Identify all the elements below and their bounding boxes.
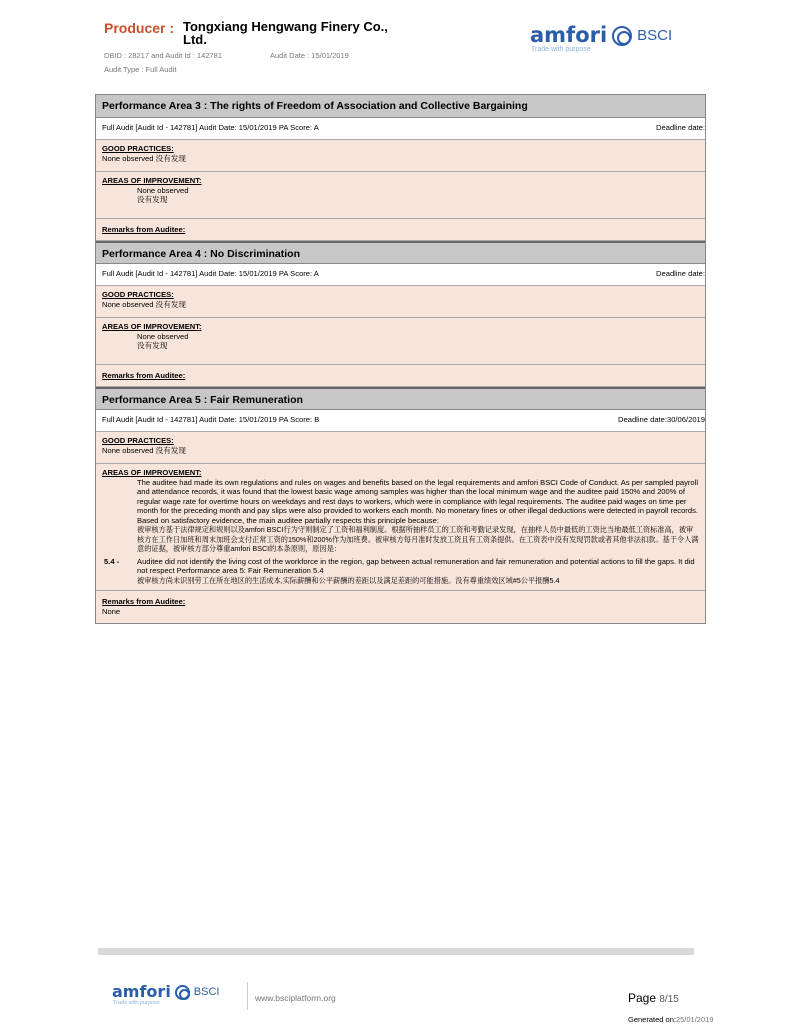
logo-word: amfori bbox=[530, 23, 608, 47]
improvement-text-cn: 没有发现 bbox=[137, 341, 168, 350]
pa3-deadline: Deadline date: bbox=[656, 123, 705, 132]
footer-logo bbox=[112, 983, 219, 1006]
pa3-remarks bbox=[96, 219, 705, 241]
footer-url[interactable]: www.bsciplatform.org bbox=[255, 993, 336, 1003]
pa5-good-practices bbox=[96, 432, 705, 464]
pa4-areas-of-improvement bbox=[96, 318, 705, 365]
pa4-deadline: Deadline date: bbox=[656, 269, 705, 278]
good-practices-heading: GOOD PRACTICES: bbox=[102, 290, 174, 299]
pa5-areas-of-improvement bbox=[96, 464, 705, 591]
finding-number: 5.4 - bbox=[104, 556, 120, 566]
audit-type-text: Audit Type : Full Audit bbox=[104, 65, 177, 74]
generated-on bbox=[628, 1015, 714, 1024]
pa3-good-practices bbox=[96, 140, 705, 172]
audit-meta bbox=[104, 51, 349, 60]
header-logo bbox=[530, 24, 672, 53]
pa4-audit-line bbox=[96, 264, 705, 286]
logo-tag: Trade with purpose bbox=[531, 46, 591, 53]
pa3-title: Performance Area 3 : The rights of Freedom of Association and Collective Bargaining bbox=[96, 95, 705, 118]
amfori-rings-icon bbox=[175, 985, 190, 1000]
pa5-audit-line bbox=[96, 410, 705, 432]
pa4-good-practices bbox=[96, 286, 705, 318]
footer-divider bbox=[247, 982, 248, 1010]
producer-label: Producer : bbox=[104, 20, 175, 36]
good-practices-heading: GOOD PRACTICES: bbox=[102, 436, 174, 445]
pa4-title: Performance Area 4 : No Discrimination bbox=[96, 241, 705, 264]
improvement-heading: AREAS OF IMPROVEMENT: bbox=[102, 468, 202, 477]
pa4-audit-info: Full Audit [Audit Id - 142781] Audit Date: 15/01/2019 PA Score: A bbox=[102, 269, 319, 278]
improvement-text-en: None observed bbox=[137, 331, 189, 341]
footer-logo-word: amfori bbox=[112, 982, 171, 1001]
pa5-title: Performance Area 5 : Fair Remuneration bbox=[96, 387, 705, 410]
improvement-text-cn: 没有发现 bbox=[137, 195, 168, 204]
footer-bar bbox=[98, 948, 694, 955]
pa5-remarks bbox=[96, 591, 705, 623]
improvement-text-en: None observed bbox=[137, 185, 189, 195]
logo-bsci: BSCI bbox=[637, 27, 673, 44]
finding-row bbox=[102, 557, 699, 586]
audit-date-text: Audit Date : 15/01/2019 bbox=[270, 51, 349, 60]
generated-date: 25/01/2019 bbox=[675, 1015, 714, 1024]
improvement-intro-cn: 被审核方基于法律规定和规则以及amfori BSCI行为守则制定了工资和福利制度。根据所抽样员工的工资和考勤记录发现，在抽样人员中最低的工资比当地最低工资标准高，被审核方在工作日加班和周末加班会支付正常工资的150%和200%作为加班费。被审核方每月准时发放工资且有工资条提供。在工资表中没有发现罚款或者其他非法扣款。基于令人满意的证据，被审核方部分尊重amfori BSCI的本条原则，原因是： bbox=[137, 525, 699, 553]
generated-label: Generated on: bbox=[628, 1015, 676, 1024]
improvement-heading: AREAS OF IMPROVEMENT: bbox=[102, 322, 202, 331]
dbid-text: DBID : 28217 and Audit Id : 142781 bbox=[104, 51, 223, 60]
remarks-text: None bbox=[102, 606, 121, 616]
pa5-deadline: Deadline date:30/06/2019 bbox=[618, 415, 705, 424]
producer-name: Tongxiang Hengwang Finery Co., Ltd. bbox=[183, 19, 388, 47]
pa5-audit-info: Full Audit [Audit Id - 142781] Audit Date: 15/01/2019 PA Score: B bbox=[102, 415, 320, 424]
footer-logo-tag: Trade with purpose bbox=[113, 1000, 160, 1006]
good-practices-text: None observed 没有发现 bbox=[102, 299, 186, 309]
pa3-audit-line bbox=[96, 118, 705, 140]
amfori-rings-icon bbox=[612, 26, 632, 46]
pa3-audit-info: Full Audit [Audit Id - 142781] Audit Date: 15/01/2019 PA Score: A bbox=[102, 123, 319, 132]
pa4-remarks bbox=[96, 365, 705, 387]
remarks-heading: Remarks from Auditee: bbox=[102, 225, 186, 234]
remarks-heading: Remarks from Auditee: bbox=[102, 371, 186, 380]
improvement-intro-en: The auditee had made its own regulations and rules on wages and benefits based on the legal requirements and amfori BSCI Code of Conduct. As per sampled payroll and attendance records, it was found that the lowest basic wage among samples was higher than the local minimum wage and the auditee paid 150% and 200% of regular wage rate for overtime hours on weekdays and rest days to workers, which were in compliance with legal requirements. The auditee paid wages on time per month for the preceding month and pay slips were also provided to workers each month. No monetary fines or other illegal deductions were detected in payroll records. Based on satisfactory evidence, the main auditee partially respects this principle because: bbox=[137, 477, 699, 525]
page-indicator bbox=[628, 991, 679, 1005]
performance-table bbox=[95, 94, 706, 624]
remarks-heading: Remarks from Auditee: bbox=[102, 597, 186, 606]
good-practices-heading: GOOD PRACTICES: bbox=[102, 144, 174, 153]
improvement-heading: AREAS OF IMPROVEMENT: bbox=[102, 176, 202, 185]
good-practices-text: None observed 没有发现 bbox=[102, 445, 186, 455]
finding-text-cn: 被审核方尚未识别劳工在所在地区的生活成本,实际薪酬和公平薪酬的差距以及满足差距的可能措施。没有尊重绩效区域#5公平报酬5.4 bbox=[137, 575, 560, 585]
page-label: Page bbox=[628, 991, 657, 1005]
page-number: 8/15 bbox=[659, 994, 679, 1005]
footer-logo-bsci: BSCI bbox=[193, 986, 220, 998]
good-practices-text: None observed 没有发现 bbox=[102, 153, 186, 163]
finding-text-en: Auditee did not identify the living cost of the workforce in the region, gap between actual remuneration and fair remuneration and potential actions to fill the gaps. It did not respect Performance area 5: Fair Remuneration 5.4 bbox=[137, 556, 695, 575]
pa3-areas-of-improvement bbox=[96, 172, 705, 219]
